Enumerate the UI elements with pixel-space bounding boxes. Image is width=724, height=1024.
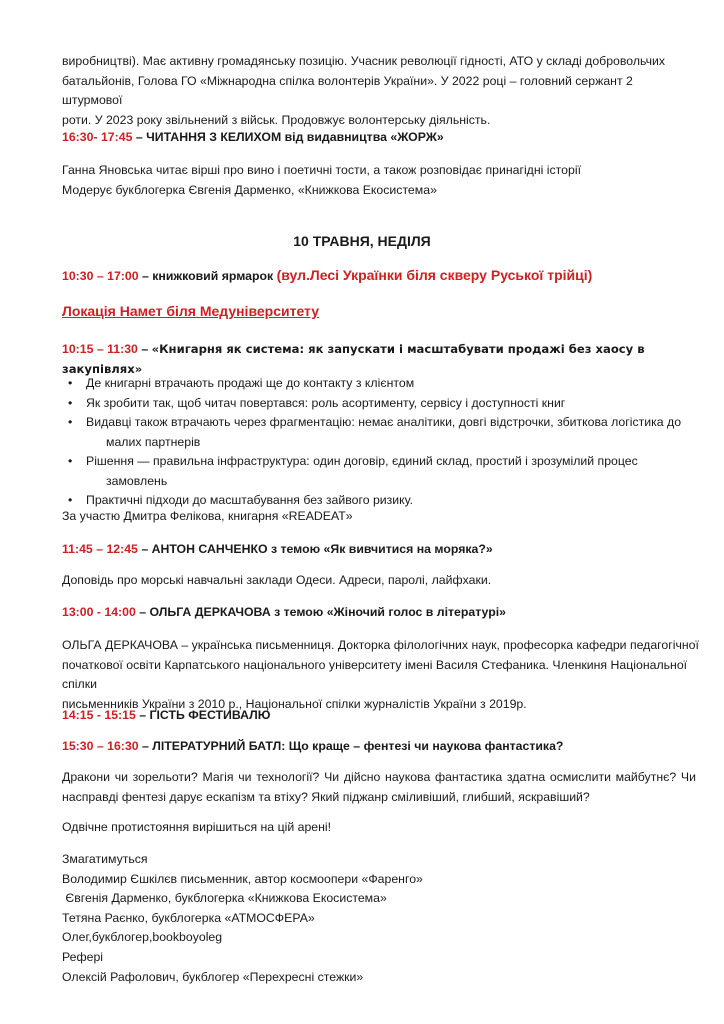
- list-item: [68, 374, 688, 394]
- bullet-text: Рішення — правильна інфраструктура: один договір, єдиний склад, простий і зрозумілий процес: [86, 454, 638, 468]
- intro-paragraph: [62, 52, 682, 130]
- referee-heading: Рефері: [62, 950, 104, 964]
- event-title: – книжковий ярмарок: [138, 269, 277, 283]
- intro-line: роти. У 2023 року звільнений з військ. Продовжує волонтерську діяльність.: [62, 112, 491, 127]
- reading-description: [62, 161, 682, 200]
- battle-line: Дракони чи зорельоти? Магія чи технології? Чи дійсно наукова фантастика здатна осмислити майбутнє? Чи: [62, 770, 696, 784]
- referee: Олексій Рафолович, букблогер «Перехресні стежки»: [62, 969, 364, 984]
- bullet-text: Видавці також втрачають через фрагментацію: немає аналітики, довгі відстрочки, збиткова логістика до: [86, 415, 682, 429]
- competitor: Євгенія Дарменко, букблогерка «Книжкова Екосистема»: [62, 891, 387, 905]
- bullet-text: Практичні підходи до масштабування без зайвого ризику.: [86, 493, 414, 507]
- reading-line: Модерує букблогерка Євгенія Дарменко, «Книжкова Екосистема»: [62, 182, 437, 197]
- event-time: 15:30 – 16:30: [62, 739, 139, 753]
- derkachova-heading: [62, 603, 682, 623]
- event-time: 11:45 – 12:45: [62, 542, 138, 556]
- competitor: Тетяна Раєнко, букблогерка «АТМОСФЕРА»: [62, 910, 315, 925]
- competitor: Олег,букблогер,bookboyoleg: [62, 930, 223, 944]
- competitors-heading: Змагатимуться: [62, 852, 148, 866]
- competitor: Володимир Єшкілєв письменник, автор космоопери «Фаренго»: [62, 871, 423, 886]
- event-title: – ГІСТЬ ФЕСТИВАЛЮ: [135, 708, 271, 722]
- list-item: [68, 413, 688, 452]
- battle-description: [62, 768, 696, 807]
- intro-line: виробництві). Має активну громадянську позицію. Учасник революції гідності, АТО у складі добровольчих: [62, 54, 666, 68]
- day-heading: 10 ТРАВНЯ, НЕДІЛЯ: [293, 233, 431, 249]
- bio-line: письменників України з 2010 р., Національної спілки журналістів України з 2019р.: [62, 696, 527, 711]
- reading-line: Ганна Яновська читає вірші про вино і поетичні тости, а також розповідає принагідні історії: [62, 163, 581, 177]
- reading-heading: [62, 128, 682, 148]
- intro-line: батальйонів, Голова ГО «Міжнародна спілка волонтерів України». У 2022 році – головний сержант 2 штурмової: [62, 73, 633, 107]
- event-title: – АНТОН САНЧЕНКО з темою «Як вивчитися на моряка?»: [137, 542, 493, 556]
- derkachova-bio: [62, 636, 702, 714]
- battle-heading: [62, 737, 682, 757]
- bio-line: ОЛЬГА ДЕРКАЧОВА – українська письменниця. Докторка філологічних наук, професорка кафедри педагогічної: [62, 638, 699, 652]
- bio-line: початкової освіти Карпатського національного університету імені Василя Стефаника. Членкиня Національної спілки: [62, 657, 688, 691]
- location-heading: Локація Намет біля Медуніверситету: [62, 303, 320, 319]
- sanchenko-description: Доповідь про морські навчальні заклади Одеси. Адреси, паролі, лайфхаки.: [62, 573, 492, 587]
- event-time: 10:30 – 17:00: [62, 269, 139, 283]
- bullet-text-continued: замовлень: [106, 473, 168, 488]
- competitors-block: [62, 850, 682, 948]
- fair-place: (вул.Лесі Українки біля скверу Руської трійці): [276, 267, 593, 283]
- event-time: 16:30- 17:45: [62, 130, 133, 144]
- fair-line: [62, 266, 682, 287]
- battle-line: насправді фентезі дарує ескапізм та втіху? Який піджанр сміливіший, глибший, яскравіший?: [62, 789, 590, 804]
- event-title: – ОЛЬГА ДЕРКАЧОВА з темою «Жіночий голос в літературі»: [135, 605, 506, 619]
- event-title: – ЛІТЕРАТУРНИЙ БАТЛ: Що краще – фентезі чи наукова фантастика?: [138, 739, 564, 753]
- bookstore-participant: За участю Дмитра Фелікова, книгарня «READEAT»: [62, 509, 353, 523]
- event-time: 13:00 - 14:00: [62, 605, 136, 619]
- event-time: 10:15 – 11:30: [62, 342, 138, 356]
- event-title: «Книгарня як система: як запускати і масштабувати продажі без хаосу в закупівлях»: [62, 342, 645, 376]
- event-time: 14:15 - 15:15: [62, 708, 136, 722]
- bullet-text: Як зробити так, щоб читач повертався: роль асортименту, сервісу і доступності книг: [86, 395, 566, 410]
- guest-heading: [62, 706, 682, 726]
- bookstore-bullet-list: [68, 374, 688, 511]
- event-dash: –: [137, 342, 152, 356]
- battle-arena: Одвічне протистояння вирішиться на цій арені!: [62, 820, 332, 834]
- list-item: [68, 452, 688, 491]
- referee-block: [62, 948, 682, 987]
- list-item: [68, 394, 688, 414]
- event-title: – ЧИТАННЯ З КЕЛИХОМ від видавництва «ЖОРЖ»: [132, 130, 444, 144]
- sanchenko-heading: [62, 540, 682, 560]
- bullet-text: Де книгарні втрачають продажі ще до контакту з клієнтом: [86, 376, 415, 390]
- bullet-text-continued: малих партнерів: [106, 434, 201, 449]
